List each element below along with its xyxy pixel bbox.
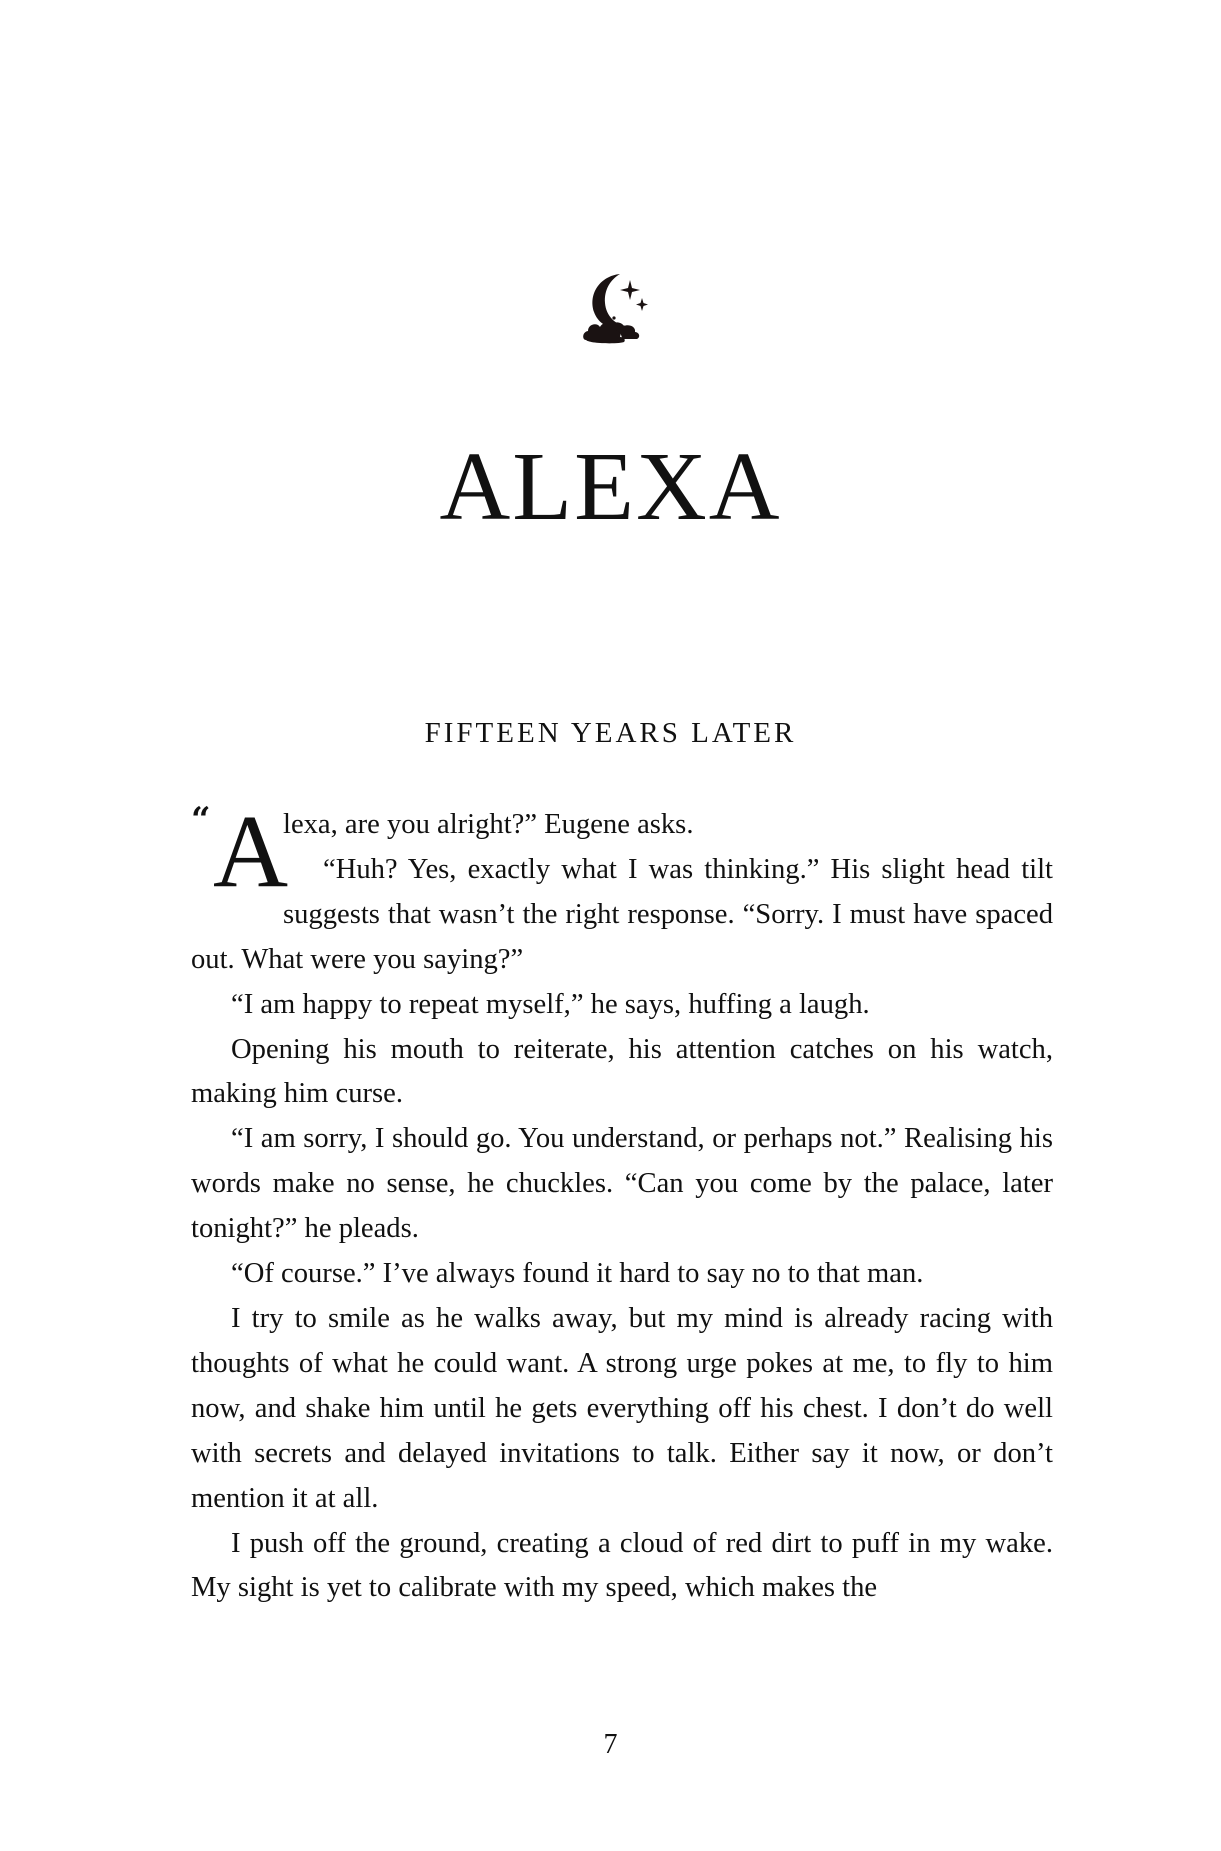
section-heading: FIFTEEN YEARS LATER: [424, 717, 797, 749]
page-number: 7: [603, 1729, 618, 1760]
paragraph-3: “I am happy to repeat myself,” he says, huffing a laugh.: [231, 988, 870, 1020]
body-text: [191, 794, 1053, 1611]
chapter-title: ALEXA: [439, 433, 782, 541]
drop-cap-block: [191, 794, 289, 909]
paragraph-1: [191, 794, 1053, 909]
paragraph-8: I push off the ground, creating a cloud of red dirt to puff in my wake. My sight is yet to calibrate with my speed, which makes the: [191, 1527, 1053, 1604]
paragraph-5: “I am sorry, I should go. You understand, or perhaps not.” Realising his words make no sense, he chuckles. “Can you come by the palace, later tonight?” he pleads.: [191, 1123, 1053, 1245]
drop-cap-quote-mark: “: [191, 800, 211, 840]
paragraph-7: I try to smile as he walks away, but my mind is already racing with thoughts of what he could want. A strong urge pokes at me, to fly to him now, and shake him until he gets everything off his chest. I don’t do well with secrets and delayed invitations to talk. Either say it now, or don’t mention it at all.: [191, 1302, 1053, 1514]
paragraph-text: lexa, are you alright?” Eugene asks.: [283, 809, 694, 840]
paragraph-6: “Of course.” I’ve always found it hard to say no to that man.: [231, 1258, 924, 1290]
paragraph-4: Opening his mouth to reiterate, his attention catches on his watch, making him curse.: [191, 1033, 1053, 1110]
crescent-moon-stars-cloud-icon: [580, 268, 656, 348]
drop-cap-letter: A: [213, 794, 289, 909]
paragraph-2: “Huh? Yes, exactly what I was thinking.” His slight head tilt suggests that wasn’t the right response. “Sorry. I must have spaced out. What were you saying?”: [191, 853, 1053, 975]
